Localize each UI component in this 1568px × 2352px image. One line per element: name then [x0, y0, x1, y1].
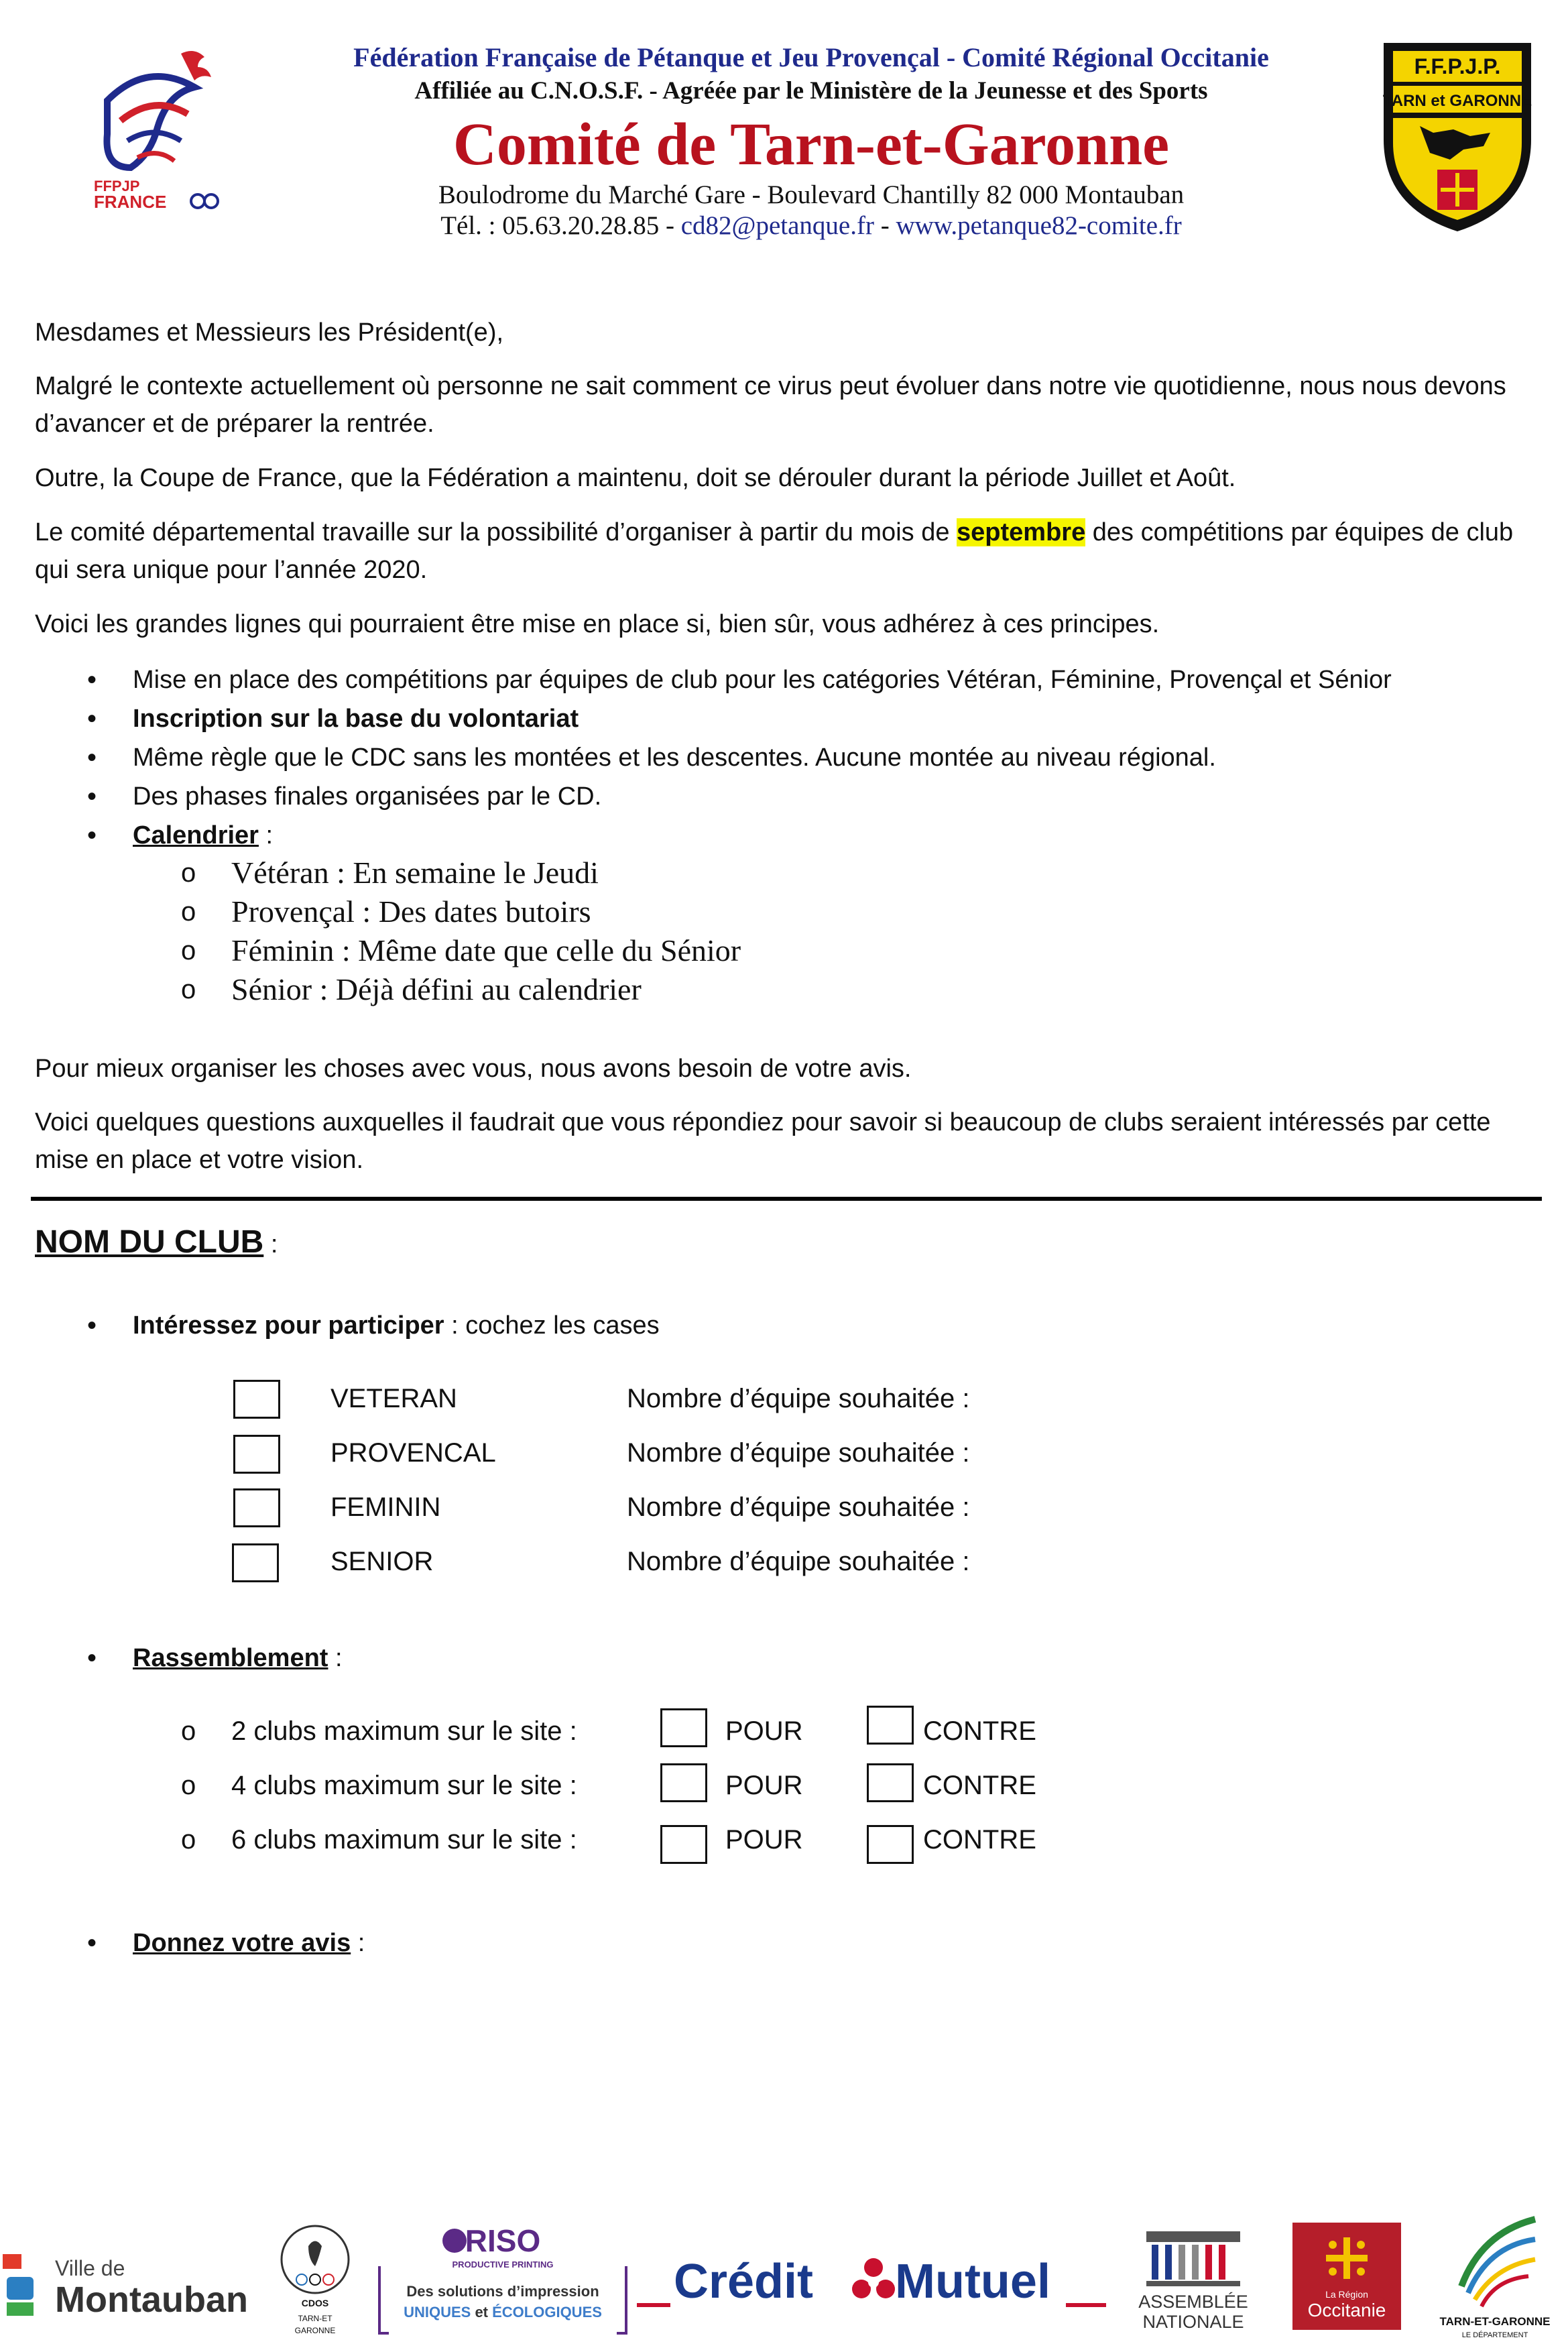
bullet-item: Des phases finales organisées par le CD.: [133, 782, 602, 811]
tg-sub: LE DÉPARTEMENT: [1461, 2331, 1528, 2339]
bullet-item: Inscription sur la base du volontariat: [133, 705, 579, 733]
club-name-field[interactable]: [35, 1224, 278, 1260]
contre-label: CONTRE: [923, 1825, 1036, 1855]
pour-label: POUR: [725, 1771, 803, 1800]
teams-count-field[interactable]: Nombre d’équipe souhaitée :: [627, 1438, 970, 1468]
interest-suffix: : cochez les cases: [444, 1311, 660, 1340]
pour-checkbox[interactable]: [660, 1763, 707, 1802]
sub-bullet: o: [181, 1771, 196, 1800]
gathering-option: 4 clubs maximum sur le site :: [231, 1771, 577, 1800]
feminin-checkbox[interactable]: [233, 1488, 280, 1527]
opinion-colon: :: [351, 1929, 365, 1957]
contact-line: [282, 211, 1341, 241]
occitanie-name: Occitanie: [1307, 2300, 1386, 2320]
svg-text:F.F.P.J.P.: F.F.P.J.P.: [1414, 54, 1501, 78]
provencal-checkbox[interactable]: [233, 1435, 280, 1474]
sub-bullet: o: [181, 1716, 196, 1746]
svg-text:FFPJP: FFPJP: [94, 178, 140, 194]
calendar-item: Provençal : Des dates butoirs: [231, 894, 591, 929]
sub-bullet: o: [181, 1825, 196, 1855]
gathering-label: Rassemblement: [133, 1644, 328, 1672]
riso-tag: PRODUCTIVE PRINTING: [452, 2259, 554, 2270]
email-link[interactable]: cd82@petanque.fr: [680, 211, 874, 240]
calendar-item: Sénior : Déjà défini au calendrier: [231, 972, 642, 1006]
svg-text:CDOS: CDOS: [301, 2298, 329, 2308]
assemblee-line2: NATIONALE: [1142, 2312, 1244, 2332]
gathering-option: 6 clubs maximum sur le site :: [231, 1825, 577, 1855]
para3-start: Le comité départemental travaille sur la possibilité d’organiser à partir du mois de: [35, 518, 957, 546]
assemblee-line1: ASSEMBLÉE: [1138, 2292, 1248, 2312]
opinion-field[interactable]: [133, 1924, 1541, 1962]
website-link[interactable]: www.petanque82-comite.fr: [896, 211, 1182, 240]
bullet-dot: •: [87, 1311, 97, 1340]
mutuel-word: Mutuel: [895, 2255, 1050, 2308]
pour-checkbox[interactable]: [660, 1708, 707, 1747]
calendar-item: Vétéran : En semaine le Jeudi: [231, 856, 599, 890]
divider: [31, 1197, 1542, 1201]
veteran-checkbox[interactable]: [233, 1380, 280, 1419]
svg-text:GARONNE: GARONNE: [294, 2326, 336, 2335]
credit-mutuel-logo: [634, 2249, 1109, 2316]
club-name-colon: :: [263, 1230, 278, 1258]
riso-line1: Des solutions d’impression: [406, 2283, 599, 2300]
interest-label: Intéressez pour participer: [133, 1311, 444, 1340]
category-label: SENIOR: [330, 1547, 434, 1576]
para3-end: des compétitions par équipes de club qui sera unique pour l’année 2020.: [35, 518, 1514, 584]
paragraph-opinion-request: Pour mieux organiser les choses avec vous, nous avons besoin de votre avis.: [35, 1055, 912, 1083]
occitanie-logo: [1292, 2223, 1401, 2330]
contre-label: CONTRE: [923, 1771, 1036, 1800]
bullet-dot: •: [87, 743, 97, 772]
montauban-logo: [0, 2246, 248, 2327]
bullet-item: Même règle que le CDC sans les montées et les descentes. Aucune montée au niveau régional.: [133, 744, 1216, 772]
calendar-colon: :: [258, 821, 274, 849]
senior-checkbox[interactable]: [232, 1543, 279, 1582]
sub-bullet: o: [181, 858, 196, 888]
sub-bullet: o: [181, 897, 196, 927]
calendar-item: Féminin : Même date que celle du Sénior: [231, 933, 741, 967]
tg-name: TARN-ET-GARONNE: [1439, 2315, 1551, 2328]
gathering-colon: :: [328, 1644, 343, 1672]
svg-text:TARN et GARONNE: TARN et GARONNE: [1382, 92, 1532, 110]
bullet-dot: •: [87, 821, 97, 850]
montauban-top: Ville de: [55, 2256, 125, 2280]
category-label: VETERAN: [330, 1384, 457, 1413]
contre-checkbox[interactable]: [867, 1706, 914, 1745]
paragraph-guidelines: Voici les grandes lignes qui pourraient être mise en place si, bien sûr, vous adhérez à ces principes.: [35, 610, 1160, 638]
riso-name: RISO: [465, 2223, 541, 2258]
sub-bullet: o: [181, 975, 196, 1004]
phone: Tél. : 05.63.20.28.85 -: [440, 211, 681, 240]
bullet-dot: •: [87, 1928, 97, 1958]
interest-heading: [133, 1306, 1541, 1345]
federation-line: Fédération Française de Pétanque et Jeu Provençal - Comité Régional Occitanie: [353, 42, 1269, 72]
calendar-heading: [133, 816, 1541, 855]
ffpjp-france-logo: [80, 40, 235, 215]
riso-line2-a: UNIQUES: [404, 2304, 471, 2320]
tarn-et-garonne-departement-logo: [1435, 2206, 1555, 2340]
club-name-label: NOM DU CLUB: [35, 1224, 264, 1260]
gathering-option: 2 clubs maximum sur le site :: [231, 1716, 577, 1746]
bullet-dot: •: [87, 782, 97, 811]
paragraph-committee: [35, 514, 1536, 589]
category-label: PROVENCAL: [330, 1438, 496, 1468]
montauban-bottom: Montauban: [55, 2280, 248, 2320]
highlight-septembre: septembre: [957, 518, 1086, 546]
contre-label: CONTRE: [923, 1716, 1036, 1746]
pour-label: POUR: [725, 1825, 803, 1855]
page-title: Comité de Tarn-et-Garonne: [453, 111, 1170, 178]
bullet-item: Mise en place des compétitions par équipes de club pour les catégories Vétéran, Féminine, Provençal et Sénior: [133, 666, 1392, 694]
contact-separator: -: [873, 211, 896, 240]
teams-count-field[interactable]: Nombre d’équipe souhaitée :: [627, 1547, 970, 1576]
teams-count-field[interactable]: Nombre d’équipe souhaitée :: [627, 1492, 970, 1522]
tarn-garonne-shield-logo: [1380, 39, 1535, 233]
category-label: FEMININ: [330, 1492, 441, 1522]
credit-word: Crédit: [674, 2255, 814, 2308]
calendar-label: Calendrier: [133, 821, 259, 849]
svg-text:FRANCE: FRANCE: [94, 192, 167, 212]
teams-count-field[interactable]: Nombre d’équipe souhaitée :: [627, 1384, 970, 1413]
assemblee-nationale-logo: [1126, 2226, 1260, 2333]
paragraph-coupe-de-france: Outre, la Coupe de France, que la Fédération a maintenu, doit se dérouler durant la période Juillet et Août.: [35, 464, 1236, 492]
address: Boulodrome du Marché Gare - Boulevard Chantilly 82 000 Montauban: [438, 180, 1185, 209]
opinion-label: Donnez votre avis: [133, 1929, 351, 1957]
pour-label: POUR: [725, 1716, 803, 1746]
bullet-dot: •: [87, 1643, 97, 1673]
svg-text:UNIQUES et ÉCOLOGIQUES: [404, 2304, 602, 2320]
cdos-logo: [268, 2219, 362, 2343]
bullet-dot: •: [87, 665, 97, 695]
paragraph-context: Malgré le contexte actuellement où personne ne sait comment ce virus peut évoluer dans notre vie quotidienne, nous nous devons d’avancer et de préparer la rentrée.: [35, 372, 1506, 438]
paragraph-questions: Voici quelques questions auxquelles il faudrait que vous répondiez pour savoir si beaucoup de clubs seraient intéressés par cette mise en place et votre vision.: [35, 1108, 1491, 1174]
pour-checkbox[interactable]: [660, 1825, 707, 1864]
riso-line2-b: et: [471, 2304, 493, 2320]
gathering-heading: [133, 1639, 1541, 1678]
riso-logo: [375, 2219, 630, 2343]
salutation: Mesdames et Messieurs les Président(e),: [35, 318, 504, 347]
bullet-dot: •: [87, 704, 97, 733]
svg-text:TARN-ET: TARN-ET: [298, 2314, 333, 2323]
riso-line2-c: ÉCOLOGIQUES: [492, 2304, 602, 2320]
contre-checkbox[interactable]: [867, 1825, 914, 1864]
affiliation-line: Affiliée au C.N.O.S.F. - Agréée par le Ministère de la Jeunesse et des Sports: [414, 77, 1208, 105]
contre-checkbox[interactable]: [867, 1763, 914, 1802]
sub-bullet: o: [181, 936, 196, 965]
occitanie-small: La Région: [1325, 2289, 1368, 2300]
